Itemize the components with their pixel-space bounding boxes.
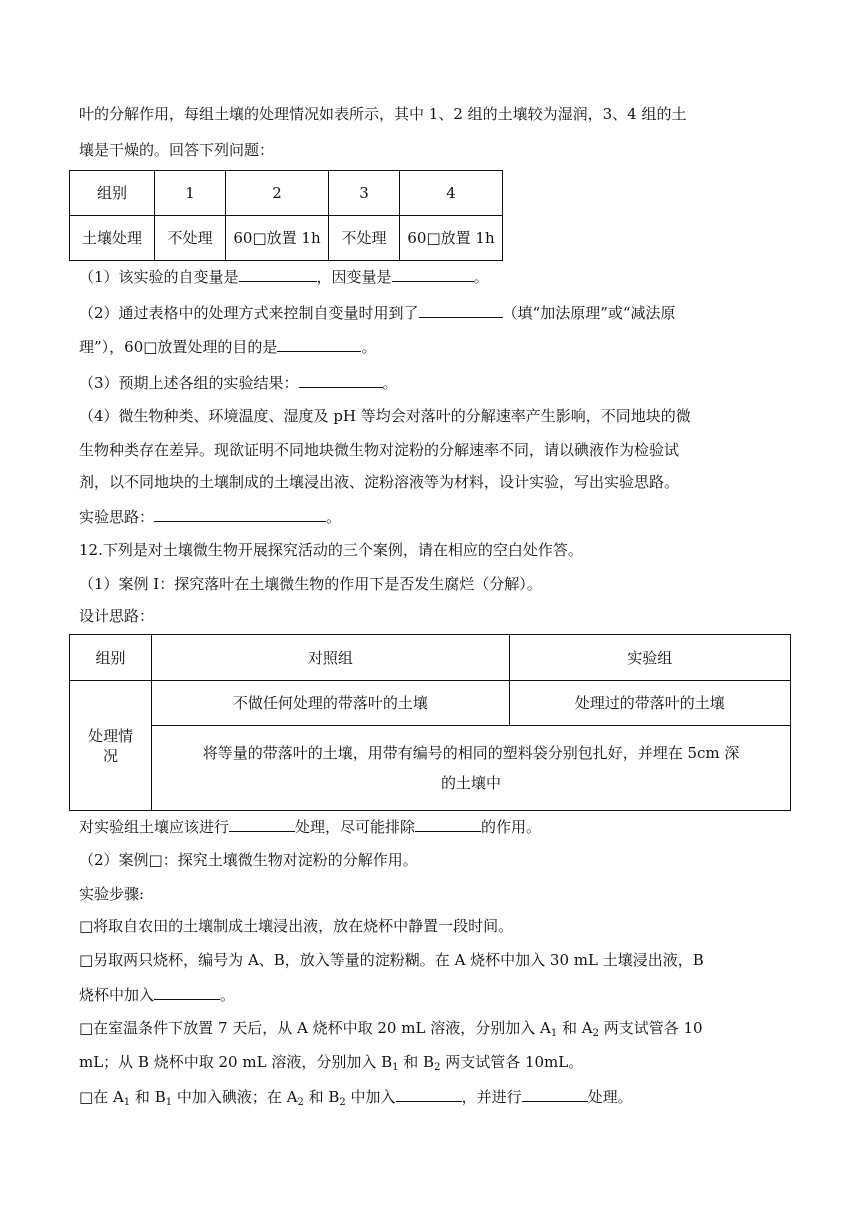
answer-blank[interactable]	[415, 816, 481, 832]
table-cell: 不处理	[155, 216, 226, 261]
table-cell: 将等量的带落叶的土壤，用带有编号的相同的塑料袋分别包扎好，并埋在 5cm 深 的土壤中	[152, 726, 791, 811]
answer-blank[interactable]	[299, 372, 383, 388]
question-1: （1）该实验的自变量是 ，因变量是 。	[79, 268, 489, 286]
table-cell: 不处理	[329, 216, 400, 261]
table-cell: 不做任何处理的带落叶的土壤	[152, 681, 509, 726]
table-cell: 处理情况	[70, 681, 152, 811]
step-2-line-2: 烧杯中加入 。	[79, 986, 236, 1004]
step-3-line-1: □在室温条件下放置 7 天后，从 A 烧杯中取 20 mL 溶液，分别加入 $A_1$ 和 $A_2$ 两支试管各 10	[79, 1019, 703, 1039]
table-cell: 组别	[70, 635, 152, 681]
answer-blank[interactable]	[396, 1086, 462, 1102]
table-cell: 处理过的带落叶的土壤	[509, 681, 790, 726]
table-cell: 1	[155, 171, 226, 216]
answer-blank[interactable]	[154, 984, 220, 1000]
table-cell: 60□放置 1h	[400, 216, 503, 261]
question-12-title: 12.下列是对土壤微生物开展探究活动的三个案例，请在相应的空白处作答。	[79, 541, 583, 559]
steps-label: 实验步骤:	[79, 885, 145, 903]
answer-blank[interactable]	[154, 506, 326, 522]
table-cell: 2	[226, 171, 329, 216]
table-cell: 土壤处理	[70, 216, 155, 261]
answer-blank[interactable]	[277, 336, 361, 352]
soil-treatment-table	[69, 170, 503, 261]
step-2-line-1: □另取两只烧杯，编号为 A、B，放入等量的淀粉糊。在 A 烧杯中加入 30 mL 土壤浸出液，B	[79, 951, 704, 969]
question-2-line-1: （2）通过表格中的处理方式来控制自变量时用到了 （填“加法原理”或“减法原	[79, 304, 676, 322]
intro-line-1: 叶的分解作用，每组土壤的处理情况如表所示，其中 1、2 组的土壤较为湿润，3、4 组的土	[79, 105, 687, 123]
table-row	[70, 681, 791, 726]
table-cell: 60□放置 1h	[226, 216, 329, 261]
table-header-row	[70, 635, 791, 681]
answer-blank[interactable]	[229, 816, 295, 832]
table-header-row	[70, 171, 503, 216]
step-3-line-2: mL；从 B 烧杯中取 20 mL 溶液，分别加入 $B_1$ 和 $B_2$ 两支试管各 10mL。	[79, 1053, 584, 1073]
case-1-title: （1）案例 I：探究落叶在土壤微生物的作用下是否发生腐烂（分解）。	[79, 575, 542, 593]
answer-blank[interactable]	[392, 266, 474, 282]
answer-blank[interactable]	[239, 266, 317, 282]
table-cell: 3	[329, 171, 400, 216]
answer-blank[interactable]	[419, 302, 503, 318]
question-4-line-2: 生物种类存在差异。现欲证明不同地块微生物对淀粉的分解速率不同，请以碘液作为检验试	[79, 441, 680, 459]
table-cell: 4	[400, 171, 503, 216]
question-4-line-1: （4）微生物种类、环境温度、湿度及 pH 等均会对落叶的分解速率产生影响，不同地块的微	[79, 407, 691, 425]
question-4-line-3: 剂，以不同地块的土壤制成的土壤浸出液、淀粉溶液等为材料，设计实验，写出实验思路。	[79, 473, 680, 491]
table-row	[70, 216, 503, 261]
intro-line-2: 壤是干燥的。回答下列问题：	[79, 141, 275, 159]
table-cell: 组别	[70, 171, 155, 216]
question-3: （3）预期上述各组的实验结果： 。	[79, 374, 398, 392]
case-1-followup: 对实验组土壤应该进行 处理，尽可能排除 的作用。	[79, 818, 542, 836]
design-label: 设计思路：	[79, 607, 155, 625]
case-1-table	[69, 634, 791, 811]
table-row	[70, 726, 791, 811]
question-2-line-2: 理”），60□放置处理的目的是 。	[79, 338, 377, 356]
table-cell: 对照组	[152, 635, 509, 681]
question-4-line-4: 实验思路： 。	[79, 508, 342, 526]
step-4: □在 $A_1$ 和 $B_1$ 中加入碘液；在 $A_2$ 和 $B_2$ 中加入 ，并进行 处理。	[79, 1088, 633, 1108]
step-1: □将取自农田的土壤制成土壤浸出液，放在烧杯中静置一段时间。	[79, 917, 514, 935]
case-2-title: （2）案例□：探究土壤微生物对淀粉的分解作用。	[79, 851, 418, 869]
table-cell: 实验组	[509, 635, 790, 681]
answer-blank[interactable]	[522, 1086, 588, 1102]
